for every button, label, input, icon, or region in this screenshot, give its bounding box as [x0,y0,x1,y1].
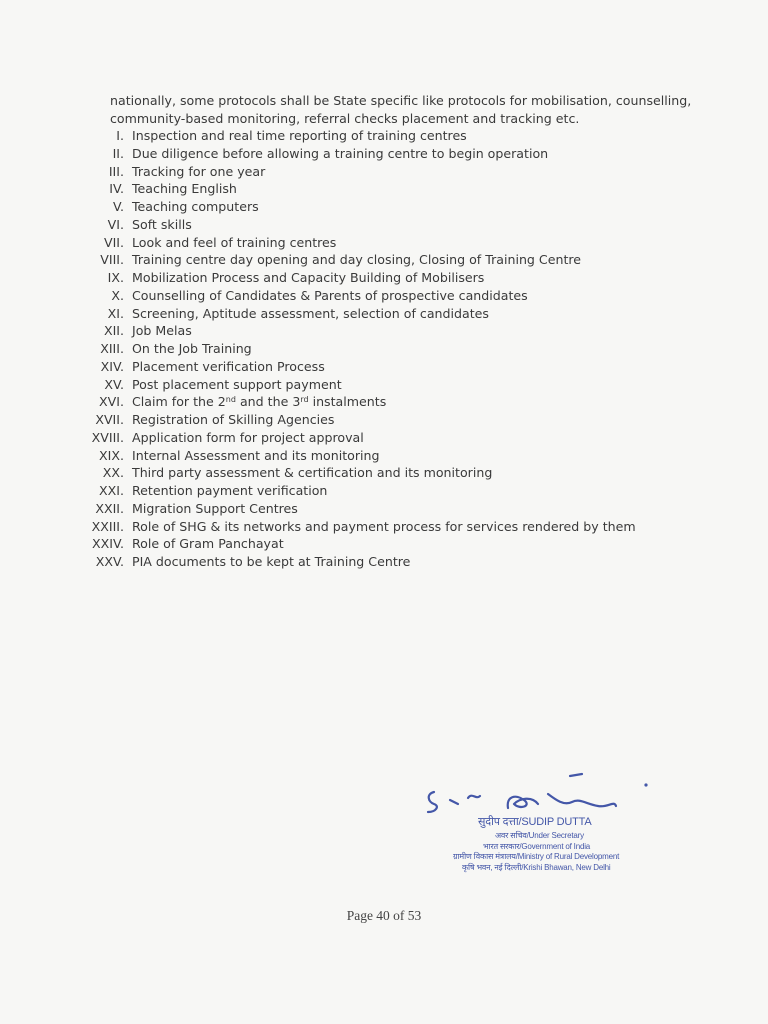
list-item [80,393,636,411]
item-text: Role of SHG & its networks and payment process for services rendered by them [132,518,636,534]
item-number: IX. [107,270,124,285]
item-text: Job Melas [132,323,192,339]
item-text: Screening, Aptitude assessment, selection of candidates [132,305,489,321]
item-text: Look and feel of training centres [132,234,337,250]
stamp-address: कृषि भवन, नई दिल्ली/Krishi Bhawan, New Delhi [462,863,611,872]
stamp-name: सुदीप दत्ता/SUDIP DUTTA [478,816,592,828]
ordinal-suffix: nd [225,395,236,405]
item-number: IV. [109,181,124,197]
item-number: XV. [104,376,124,392]
list-item [80,411,636,429]
list-item [80,145,636,163]
list-item [80,287,636,305]
protocol-list [80,127,636,571]
list-item [80,305,636,323]
item-number: VII. [103,234,124,250]
item-number: II. [112,145,124,161]
item-text-part: instalments [308,394,387,410]
list-item [80,163,636,181]
list-item [80,447,636,465]
stamp-ministry: ग्रामीण विकास मंत्रालय/Ministry of Rural Development [453,852,620,861]
item-text: Tracking for one year [132,163,266,179]
list-item [80,464,636,482]
item-number: VI. [107,216,124,232]
item-text-part: Claim for the 2 [132,394,226,410]
item-number: XXV. [95,554,124,569]
item-text: Migration Support Centres [132,500,298,516]
list-item [80,376,636,394]
item-text: On the Job Training [132,341,252,356]
list-item [80,358,636,376]
item-number: XXIV. [92,536,124,552]
list-item [80,518,636,536]
item-text: Third party assessment & certification and its monitoring [132,465,493,481]
signature-scribble [420,770,660,820]
item-text: Retention payment verification [132,483,328,498]
list-item [80,234,636,252]
list-item [80,251,636,269]
item-text: Internal Assessment and its monitoring [132,447,380,463]
item-text-part: and the 3 [235,394,301,410]
item-text: Training centre day opening and day closing, Closing of Training Centre [132,252,582,268]
item-text: Teaching English [132,181,237,197]
item-text: Registration of Skilling Agencies [132,412,335,427]
stamp-government: भारत सरकार/Government of India [483,842,591,851]
item-text: Placement verification Process [132,358,325,374]
item-text: Post placement support payment [132,376,342,392]
official-stamp [420,770,660,880]
item-number: XI. [107,305,124,321]
list-item [80,535,636,553]
item-text: Due diligence before allowing a training centre to begin operation [132,145,549,161]
list-item [80,216,636,234]
list-item [80,269,636,287]
item-number: XXI. [99,483,124,498]
intro-paragraph: nationally, some protocols shall be State specific like protocols for mobilisation, counselling, community-based monitoring, referral checks placement and tracking etc. [110,93,692,126]
item-number: X. [111,287,124,303]
item-text: Mobilization Process and Capacity Building of Mobilisers [132,270,485,285]
list-item [80,553,636,571]
item-number: VIII. [100,252,124,268]
item-number: V. [113,199,124,214]
item-number: XX. [102,465,124,481]
item-number: XVIII. [91,429,124,445]
list-item [80,500,636,518]
item-text: Inspection and real time reporting of training centres [132,128,467,143]
list-item [80,482,636,500]
list-item [80,429,636,447]
list-item [80,127,636,145]
item-number: III. [108,163,124,179]
item-number: XVI. [99,394,124,410]
item-text: Role of Gram Panchayat [132,536,284,552]
item-text: Counselling of Candidates & Parents of prospective candidates [132,287,528,303]
item-number: I. [116,128,124,143]
stamp-designation: अवर सचिव/Under Secretary [495,831,584,840]
list-item [80,198,636,216]
item-number: XXIII. [91,518,124,534]
item-number: XVII. [95,412,124,427]
page-number: Page 40 of 53 [346,908,422,923]
list-item [80,180,636,198]
item-number: XXII. [95,500,124,516]
item-text: Application form for project approval [132,429,364,445]
item-text: PIA documents to be kept at Training Centre [132,554,411,569]
item-text [132,393,386,411]
item-number: XIV. [100,358,124,374]
item-number: XIX. [99,447,124,463]
item-text: Soft skills [132,216,192,232]
item-number: XIII. [100,341,124,356]
item-number: XII. [103,323,124,339]
ordinal-suffix: rd [300,395,309,405]
list-item [80,340,636,358]
list-item [80,322,636,340]
item-text: Teaching computers [132,199,259,214]
